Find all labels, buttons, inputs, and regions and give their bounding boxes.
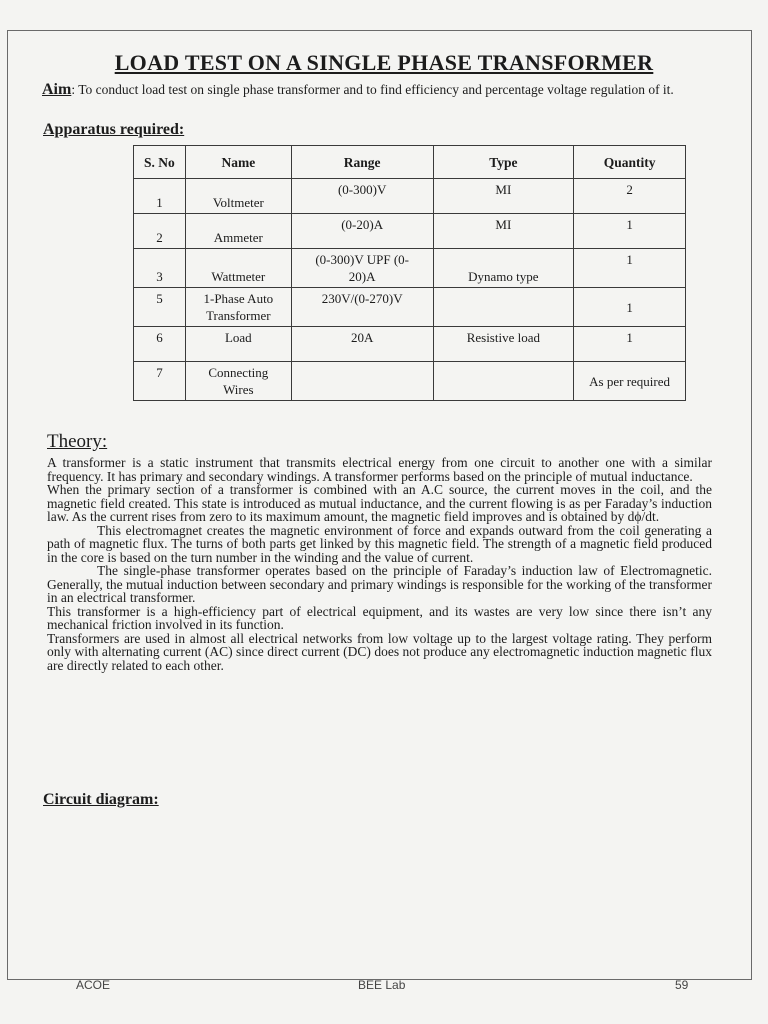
cell-sno: 3 (134, 249, 186, 288)
cell-name: Load (185, 327, 291, 362)
cell-name: Wattmeter (185, 249, 291, 288)
header-range: Range (291, 146, 433, 179)
cell-type: MI (433, 214, 574, 249)
cell-name: Voltmeter (185, 179, 291, 214)
table-row (134, 179, 686, 214)
cell-quantity: 1 (574, 249, 686, 288)
header-name: Name (185, 146, 291, 179)
aim-label: Aim (42, 81, 72, 98)
cell-quantity: As per required (574, 362, 686, 401)
header-type: Type (433, 146, 574, 179)
footer-page-number: 59 (675, 978, 689, 992)
table-row (134, 327, 686, 362)
cell-range: 230V/(0-270)V (291, 288, 433, 327)
table-row (134, 288, 686, 327)
cell-type: Dynamo type (433, 249, 574, 288)
theory-paragraph: Transformers are used in almost all electrical networks from low voltage up to the largest voltage rating. They perform only with alternating current (AC) since direct current (DC) does not produce any electromagnetic induction magnetic flux are directly related to each other. (47, 630, 712, 673)
cell-range: (0-300)V (291, 179, 433, 214)
cell-name: 1-Phase Auto Transformer (185, 288, 291, 327)
cell-quantity: 1 (574, 327, 686, 362)
circuit-diagram-heading: Circuit diagram: (43, 791, 159, 808)
table-row (134, 362, 686, 401)
cell-range: (0-300)V UPF (0-20)A (291, 249, 433, 288)
table-row (134, 214, 686, 249)
cell-sno: 7 (134, 362, 186, 401)
cell-quantity: 1 (574, 214, 686, 249)
theory-paragraph: A transformer is a static instrument that transmits electrical energy from one circuit to another one with a similar frequency. It has primary and secondary windings. A transformer performs based on the principle of mutual inductance. (47, 455, 712, 484)
apparatus-table (133, 145, 686, 401)
aim-section (42, 80, 712, 99)
cell-sno: 2 (134, 214, 186, 249)
cell-range: 20A (291, 327, 433, 362)
footer-college: ACOE (76, 978, 111, 992)
theory-paragraph: This electromagnet creates the magnetic environment of force and expands outward from the coil generating a path of magnetic flux. The turns of both parts get linked by this magnetic field. The strength of a magnetic field produced in the core is based on the turn number in the winding and the value of current. (47, 522, 712, 565)
theory-paragraph: The single-phase transformer operates based on the principle of Faraday’s induction law of Electromagnetic. Generally, the mutual induction between secondary and primary windings is responsible for the working of the transformer in an electrical transformer. (47, 563, 712, 605)
table-header-row (134, 146, 686, 179)
theory-paragraph: When the primary section of a transformer is combined with an A.C source, the current moves in the coil, and the magnetic field created. This state is introduced as mutual inductance, and the current flowing is as per Faraday’s induction law. As the current rises from zero to its maximum amount, the magnetic field improves and is obtained by dϕ/dt. (47, 482, 712, 524)
document-title: LOAD TEST ON A SINGLE PHASE TRANSFORMER (114, 50, 654, 75)
cell-quantity: 1 (574, 288, 686, 327)
cell-type (433, 288, 574, 327)
header-quantity: Quantity (574, 146, 686, 179)
theory-heading: Theory: (47, 431, 108, 452)
cell-type (433, 362, 574, 401)
cell-type: Resistive load (433, 327, 574, 362)
cell-sno: 6 (134, 327, 186, 362)
apparatus-heading: Apparatus required: (43, 121, 185, 138)
cell-name: Ammeter (185, 214, 291, 249)
cell-quantity: 2 (574, 179, 686, 214)
cell-sno: 5 (134, 288, 186, 327)
cell-name: Connecting Wires (185, 362, 291, 401)
cell-sno: 1 (134, 179, 186, 214)
header-sno: S. No (134, 146, 186, 179)
aim-text: : To conduct load test on single phase transformer and to find efficiency and percentage voltage regulation of it. (71, 82, 674, 97)
cell-type: MI (433, 179, 574, 214)
theory-paragraph: This transformer is a high-efficiency part of electrical equipment, and its wastes are very low since there isn’t any mechanical friction involved in its function. (47, 603, 712, 632)
cell-range: (0-20)A (291, 214, 433, 249)
cell-range (291, 362, 433, 401)
theory-body (47, 456, 712, 672)
table-row (134, 249, 686, 288)
footer-lab: BEE Lab (358, 978, 406, 992)
